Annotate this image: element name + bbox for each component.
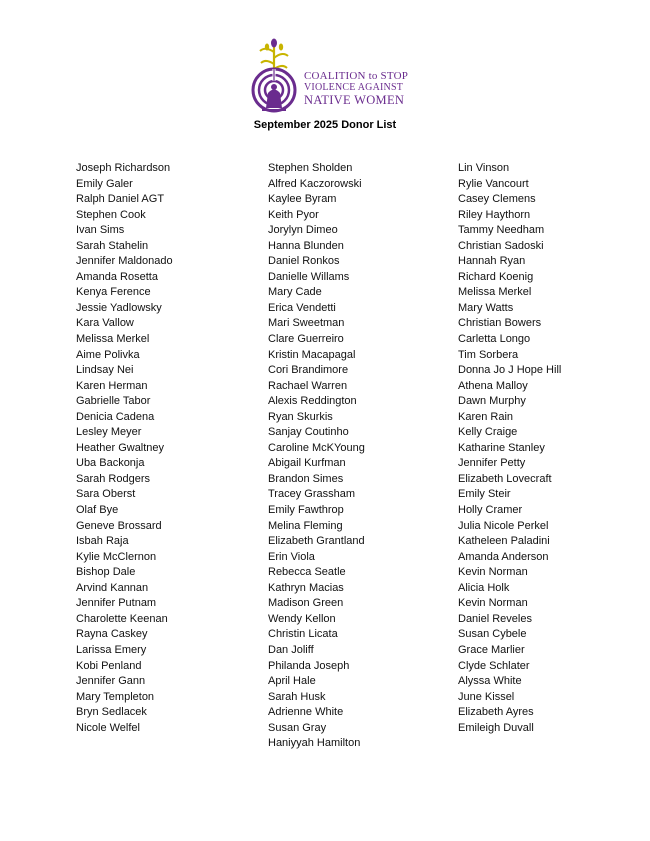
donor-name: Joseph Richardson bbox=[76, 162, 171, 174]
donor-name: Hanna Blunden bbox=[268, 239, 344, 252]
donor-name: Sanjay Coutinho bbox=[268, 426, 349, 439]
donor-name: Erica Vendetti bbox=[268, 301, 336, 314]
donor-name: Olaf Bye bbox=[76, 504, 119, 517]
donor-name: Larissa Emery bbox=[76, 643, 147, 656]
donor-name: Abigail Kurfman bbox=[268, 457, 346, 470]
donor-name: Elizabeth Ayres bbox=[458, 706, 534, 719]
donor-column-3 bbox=[458, 161, 561, 736]
donor-name: Charolette Keenan bbox=[76, 612, 168, 625]
donor-name: Casey Clemens bbox=[458, 193, 536, 206]
donor-name: Karen Rain bbox=[458, 410, 514, 423]
donor-name: Caroline McKYoung bbox=[268, 441, 365, 454]
donor-name: Amanda Rosetta bbox=[76, 270, 158, 283]
org-name-line2: VIOLENCE AGAINST bbox=[304, 82, 404, 93]
donor-name: Kevin Norman bbox=[458, 597, 528, 610]
donor-name: Rebecca Seatle bbox=[268, 566, 346, 579]
donor-name: Rylie Vancourt bbox=[458, 177, 529, 190]
donor-name: Elizabeth Grantland bbox=[268, 535, 365, 548]
donor-name: Kristin Macapagal bbox=[268, 348, 356, 361]
org-name-line1: COALITION to STOP bbox=[304, 70, 409, 82]
donor-name: Sarah Husk bbox=[268, 690, 326, 703]
donor-name: Jessie Yadlowsky bbox=[76, 301, 162, 314]
donor-name: Jennifer Putnam bbox=[76, 597, 157, 610]
donor-name: Melissa Merkel bbox=[458, 286, 532, 299]
donor-name: Brandon Simes bbox=[268, 472, 344, 485]
logo-emblem bbox=[248, 38, 308, 114]
donor-name: Sarah Rodgers bbox=[76, 472, 150, 485]
donor-name: Richard Koenig bbox=[458, 270, 534, 283]
donor-name: Daniel Reveles bbox=[458, 612, 532, 625]
donor-name: Danielle Willams bbox=[268, 270, 350, 283]
donor-name: Jorylyn Dimeo bbox=[268, 224, 338, 237]
donor-name: Kaylee Byram bbox=[268, 193, 337, 206]
donor-name: Katharine Stanley bbox=[458, 441, 545, 454]
donor-name: Alexis Reddington bbox=[268, 395, 357, 408]
donor-name: Mary Watts bbox=[458, 301, 514, 314]
donor-name: Erin Viola bbox=[268, 550, 315, 563]
donor-name: Tim Sorbera bbox=[458, 348, 519, 361]
donor-name: Cori Brandimore bbox=[268, 364, 349, 377]
donor-name: Adrienne White bbox=[268, 706, 344, 719]
donor-name: Sara Oberst bbox=[76, 488, 136, 501]
donor-name: Kathryn Macias bbox=[268, 581, 344, 594]
donor-name: Susan Gray bbox=[268, 721, 327, 734]
donor-name: Gabrielle Tabor bbox=[76, 395, 151, 408]
donor-name: Ryan Skurkis bbox=[268, 410, 333, 423]
donor-name: Amanda Anderson bbox=[458, 550, 549, 563]
page-title: September 2025 Donor List bbox=[253, 119, 397, 131]
donor-name: Nicole Welfel bbox=[76, 721, 140, 734]
donor-name: Kylie McClernon bbox=[76, 550, 157, 563]
donor-column-1 bbox=[76, 161, 173, 736]
donor-name: Madison Green bbox=[268, 597, 344, 610]
donor-name: Rayna Caskey bbox=[76, 628, 148, 641]
donor-name: Donna Jo J Hope Hill bbox=[458, 364, 562, 377]
donor-name: Dawn Murphy bbox=[458, 395, 526, 408]
donor-name: Mary Templeton bbox=[76, 690, 155, 703]
donor-name: Emily Fawthrop bbox=[268, 504, 344, 517]
donor-name: Melissa Merkel bbox=[76, 333, 150, 346]
donor-name: Christin Licata bbox=[268, 628, 338, 641]
donor-name: Mary Cade bbox=[268, 286, 322, 299]
donor-name: Lesley Meyer bbox=[76, 426, 142, 439]
org-name-line3: NATIVE WOMEN bbox=[304, 93, 405, 107]
donor-name: June Kissel bbox=[458, 690, 515, 703]
donor-name: Aime Polivka bbox=[76, 348, 140, 361]
donor-name: Grace Marlier bbox=[458, 643, 525, 656]
donor-name: Arvind Kannan bbox=[76, 581, 149, 594]
donor-name: Kara Vallow bbox=[76, 317, 134, 330]
donor-name: Athena Malloy bbox=[458, 379, 528, 392]
donor-name: Kevin Norman bbox=[458, 566, 528, 579]
donor-name: Katheleen Paladini bbox=[458, 535, 550, 548]
donor-name: Clare Guerreiro bbox=[268, 333, 344, 346]
donor-name: Bishop Dale bbox=[76, 566, 136, 579]
organization-name bbox=[304, 70, 408, 106]
organization-logo bbox=[248, 38, 408, 114]
donor-name: Philanda Joseph bbox=[268, 659, 350, 672]
donor-name: Emily Steir bbox=[458, 488, 511, 501]
donor-name: Karen Herman bbox=[76, 379, 148, 392]
donor-name: Mari Sweetman bbox=[268, 317, 345, 330]
donor-name: Susan Cybele bbox=[458, 628, 527, 641]
donor-name: Holly Cramer bbox=[458, 504, 523, 517]
donor-name: Uba Backonja bbox=[76, 457, 145, 470]
donor-name: Kobi Penland bbox=[76, 659, 142, 672]
donor-name: Lin Vinson bbox=[458, 162, 510, 174]
donor-name: Christian Bowers bbox=[458, 317, 542, 330]
donor-name: Stephen Cook bbox=[76, 208, 146, 221]
donor-name: Alfred Kaczorowski bbox=[268, 177, 362, 190]
donor-name: Geneve Brossard bbox=[76, 519, 162, 532]
donor-name: Tracey Grassham bbox=[268, 488, 356, 501]
donor-name: Elizabeth Lovecraft bbox=[458, 472, 552, 485]
donor-name: Kenya Ference bbox=[76, 286, 151, 299]
donor-name: Rachael Warren bbox=[268, 379, 348, 392]
donor-name: Emily Galer bbox=[76, 177, 133, 190]
donor-name: Ivan Sims bbox=[76, 224, 125, 237]
donor-name: Alyssa White bbox=[458, 675, 522, 688]
donor-name: Stephen Sholden bbox=[268, 162, 353, 174]
donor-name: Daniel Ronkos bbox=[268, 255, 340, 268]
donor-name: Alicia Holk bbox=[458, 581, 510, 594]
donor-name: Bryn Sedlacek bbox=[76, 706, 147, 719]
donor-name: Denicia Cadena bbox=[76, 410, 155, 423]
donor-name: Isbah Raja bbox=[76, 535, 129, 548]
donor-name: Tammy Needham bbox=[458, 224, 545, 237]
donor-name: Jennifer Gann bbox=[76, 675, 146, 688]
donor-name: Haniyyah Hamilton bbox=[268, 737, 361, 750]
donor-name: Sarah Stahelin bbox=[76, 239, 149, 252]
donor-name: Christian Sadoski bbox=[458, 239, 544, 252]
donor-name: Heather Gwaltney bbox=[76, 441, 165, 454]
donor-name: Lindsay Nei bbox=[76, 364, 134, 377]
donor-name: Ralph Daniel AGT bbox=[76, 193, 165, 206]
donor-name: Emileigh Duvall bbox=[458, 721, 534, 734]
donor-name: Dan Joliff bbox=[268, 643, 314, 656]
donor-name: Melina Fleming bbox=[268, 519, 343, 532]
donor-name: Riley Haythorn bbox=[458, 208, 531, 221]
donor-name: Clyde Schlater bbox=[458, 659, 530, 672]
donor-column-2 bbox=[268, 161, 365, 752]
donor-name: April Hale bbox=[268, 675, 316, 688]
donor-name: Jennifer Petty bbox=[458, 457, 526, 470]
donor-name: Hannah Ryan bbox=[458, 255, 526, 268]
donor-name: Jennifer Maldonado bbox=[76, 255, 173, 268]
donor-name: Kelly Craige bbox=[458, 426, 518, 439]
donor-name: Julia Nicole Perkel bbox=[458, 519, 549, 532]
donor-name: Carletta Longo bbox=[458, 333, 531, 346]
donor-name: Wendy Kellon bbox=[268, 612, 336, 625]
donor-name: Keith Pyor bbox=[268, 208, 319, 221]
